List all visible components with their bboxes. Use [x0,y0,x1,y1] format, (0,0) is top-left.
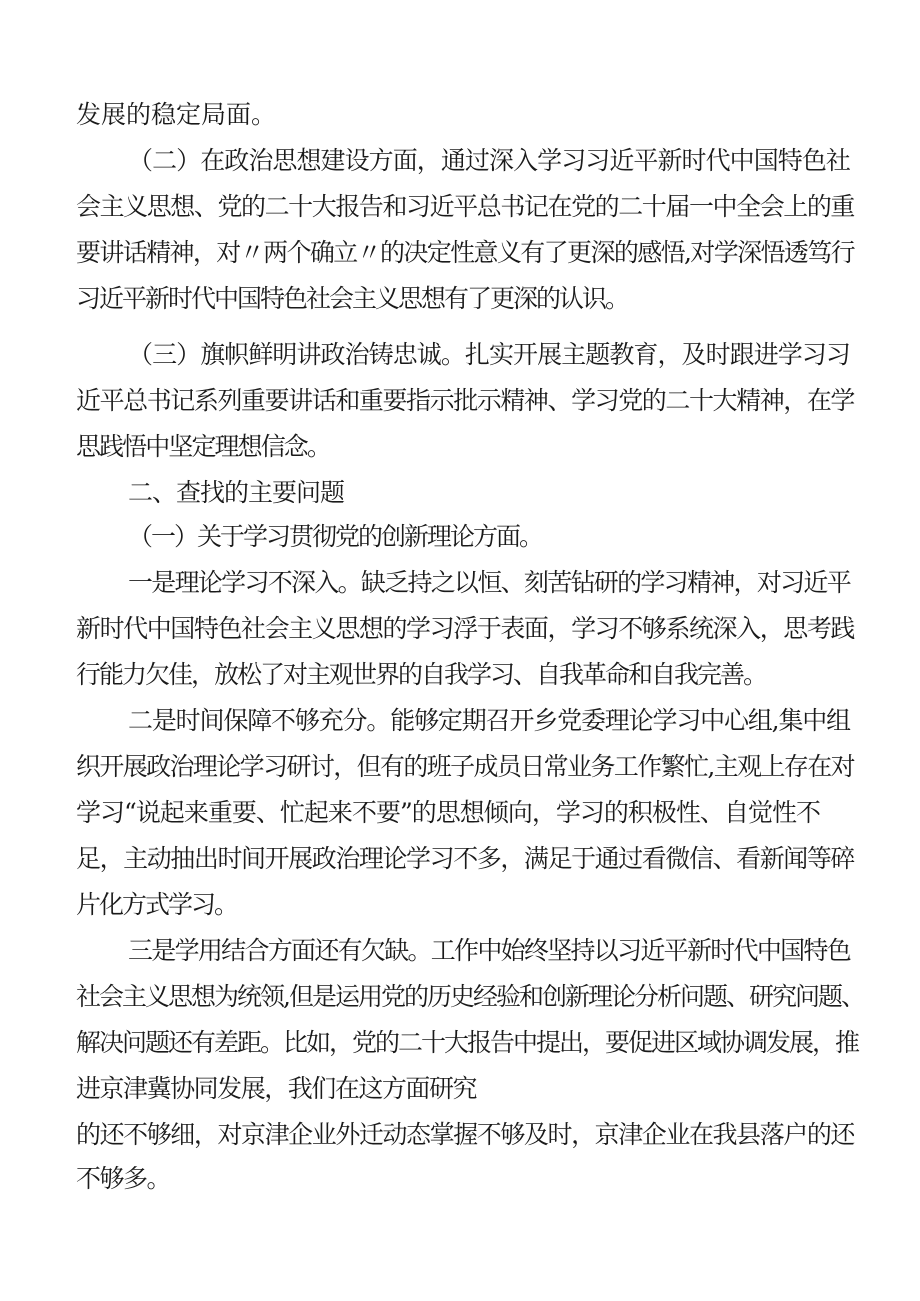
text-line: 二是时间保障不够充分。能够定期召开乡党委理论学习中心组,集中组 [128,706,850,735]
text-line: 会主义思想、党的二十大报告和习近平总书记在党的二十届一中全会上的重 [76,192,854,221]
text-line: （一）关于学习贯彻党的创新理论方面。 [128,522,543,551]
text-line: 新时代中国特色社会主义思想的学习浮于表面，学习不够系统深入，思考践 [76,614,854,643]
text-line: 一是理论学习不深入。缺乏持之以恒、刻苦钻研的学习精神，对习近平 [128,568,850,597]
text-line: （二）在政治思想建设方面，通过深入学习习近平新时代中国特色社 [128,146,850,175]
text-line: 二、查找的主要问题 [128,478,344,507]
text-line: 习近平新时代中国特色社会主义思想有了更深的认识。 [76,284,629,313]
text-line: 解决问题还有差距。比如，党的二十大报告中提出，要促进区域协调发展，推 [76,1028,859,1057]
text-line: 不够多。 [76,1164,170,1193]
text-line: 的还不够细，对京津企业外迁动态掌握不够及时，京津企业在我县落户的还 [76,1120,854,1149]
text-line: 要讲话精神，对〃两个确立〃的决定性意义有了更深的感悟,对学深悟透笃行 [76,238,854,267]
text-line: 三是学用结合方面还有欠缺。工作中始终坚持以习近平新时代中国特色 [128,936,850,965]
text-line: 织开展政治理论学习研讨，但有的班子成员日常业务工作繁忙,主观上存在对 [76,752,854,781]
text-line: 进京津冀协同发展，我们在这方面研究 [76,1074,476,1103]
text-line: 近平总书记系列重要讲话和重要指示批示精神、学习党的二十大精神，在学 [76,386,854,415]
text-line: 发展的稳定局面。 [76,100,276,129]
text-line: 学习“说起来重要、忙起来不要”的思想倾向，学习的积极性、自觉性不 [76,798,820,827]
text-line: 足，主动抽出时间开展政治理论学习不多，满足于通过看微信、看新闻等碎 [76,844,854,873]
text-line: （三）旗帜鲜明讲政治铸忠诚。扎实开展主题教育，及时跟进学习习 [128,340,850,369]
text-line: 行能力欠佳，放松了对主观世界的自我学习、自我革命和自我完善。 [76,660,767,689]
text-line: 片化方式学习。 [76,890,238,919]
text-line: 社会主义思想为统领,但是运用党的历史经验和创新理论分析问题、研究问题、 [76,982,864,1011]
text-line: 思践悟中坚定理想信念。 [76,432,330,461]
